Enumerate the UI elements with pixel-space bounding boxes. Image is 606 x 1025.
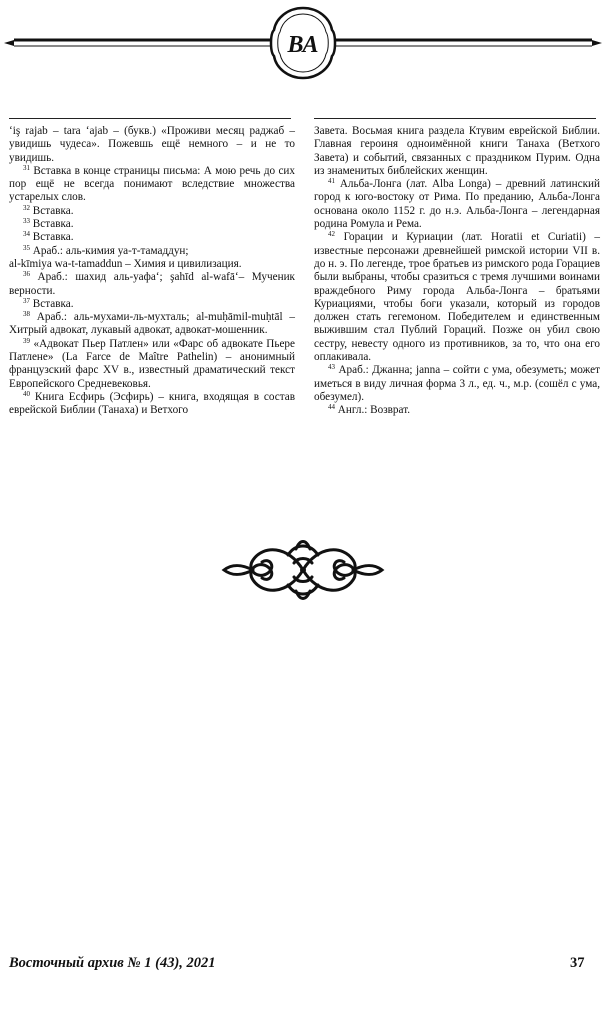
footnote-number: 32: [23, 203, 30, 212]
footnote-text: Араб.: шахид аль-уафа‘; şahīd al-wafā‘– Мученик верности.: [9, 271, 295, 297]
footnote-text: Завета. Восьмая книга раздела Ктувим еврейской Библии. Главная героиня одноимённой книги Танаха (Ветхого Завета) и событий, связанных с праздником Пурим. Одна из знаменитых библейских женщин.: [314, 125, 600, 177]
footnote-number: 40: [23, 389, 30, 398]
footnote-text: ‘iş rajab – tara ‘ajab – (букв.) «Проживи месяц раджаб – увидишь чудеса». Пожевшь ещё немного – и не то увидишь.: [9, 125, 295, 164]
decorative-ornament: [218, 535, 388, 605]
footnote: [9, 205, 295, 218]
footnote-text: Араб.: аль-мухами-ль-мухталь; al-muḥāmil-muḥtāl – Хитрый адвокат, лукавый адвокат, адвокат-мошенник.: [9, 311, 295, 337]
footnote: [314, 364, 600, 404]
footnote-text: Альба-Лонга (лат. Alba Longa) – древний латинский город к юго-востоку от Рима. По преданию, Альба-Лонга основана около 1152 г. до н.э. Альба-Лонга – легендарная родина Ромула и Рема.: [314, 178, 600, 231]
footnote: [314, 404, 600, 417]
footnote-text: Вставка в конце страницы письма: А мою речь до сих пор ещё не всегда понимают вследствие множества устарелых слов.: [9, 164, 295, 204]
footnote-number: 31: [23, 163, 30, 172]
footnote: [9, 258, 295, 271]
page-number: 37: [570, 955, 585, 971]
footnote-number: 35: [23, 243, 30, 252]
footnote: [9, 391, 295, 418]
right-notes: [314, 125, 600, 418]
footnote-number: 44: [328, 403, 335, 412]
footnote: [9, 165, 295, 205]
footnote-text: Вставка.: [30, 231, 74, 244]
journal-logo: [271, 8, 335, 78]
footnote-number: 43: [328, 363, 335, 372]
footnote-text: Вставка.: [30, 297, 74, 310]
footnote-text: Араб.: аль-кимия уа-т-тамаддун;: [30, 244, 189, 257]
footnote-text: Горации и Куриации (лат. Horatii et Curiatii) – известные персонажи древнейшей римской истории VII в. до н. э. По легенде, трое братьев из римского рода Горациев были выбраны, чтобы сразиться с тремя лучшими воинами враждебного Риму города Альба-Лонга – братьями Куриациями, чтобы боги указали, который из городов должен стать гегемоном. Победителем и единственным выжившим стал Публий Гораций. Позже он убил свою сестру, невесту одного из противников, за то, что она его оплакивала.: [314, 231, 600, 364]
footnote: [9, 298, 295, 311]
footnote-number: 33: [23, 217, 30, 226]
logo-letters: ВА: [287, 32, 319, 58]
column-rule: [9, 118, 291, 119]
footnote-text: Англ.: Возврат.: [335, 404, 411, 417]
footnote-text: «Адвокат Пьер Патлен» или «Фарс об адвокате Пьере Патлене» (La Farce de Maître Pathelin) – анонимный французский фарс XV в., известный драматический текст Европейского Средневековья.: [9, 337, 295, 390]
footnote-text: al-kīmiya wa-t-tamaddun – Химия и цивилизация.: [9, 257, 242, 270]
footnote: [9, 231, 295, 244]
footnote: [9, 271, 295, 298]
footnote: [9, 245, 295, 258]
left-notes: [9, 125, 295, 418]
footnote-text: Араб.: Джанна; janna – сойти с ума, обезуметь; может иметься в виду личная форма 3 л., ед. ч., м.р. (сошёл с ума, обезумел).: [314, 364, 600, 403]
footnote-number: 37: [23, 296, 30, 305]
footnote: [9, 125, 295, 165]
footnote-number: 34: [23, 230, 30, 239]
footnote: [314, 231, 600, 364]
footnote-number: 36: [23, 270, 30, 279]
journal-title: Восточный архив № 1 (43), 2021: [9, 955, 216, 971]
left-column: [9, 118, 295, 418]
column-rule: [314, 118, 596, 119]
footnote-number: 39: [23, 336, 30, 345]
footnote-text: Вставка.: [30, 218, 74, 231]
footnote: [314, 125, 600, 178]
footnote-number: 41: [328, 177, 335, 186]
footnote: [9, 218, 295, 231]
footnote-text: Вставка.: [30, 204, 74, 217]
footnote-number: 42: [328, 230, 335, 239]
footnote: [9, 338, 295, 391]
footnote: [9, 311, 295, 338]
page-header: [0, 0, 606, 80]
footnote-text: Книга Есфирь (Эсфирь) – книга, входящая в состав еврейской Библии (Танаха) и Ветхого: [9, 390, 295, 417]
header-ornament: [0, 0, 606, 80]
right-column: [314, 118, 600, 418]
footnote-number: 38: [23, 310, 30, 319]
footnote: [314, 178, 600, 231]
